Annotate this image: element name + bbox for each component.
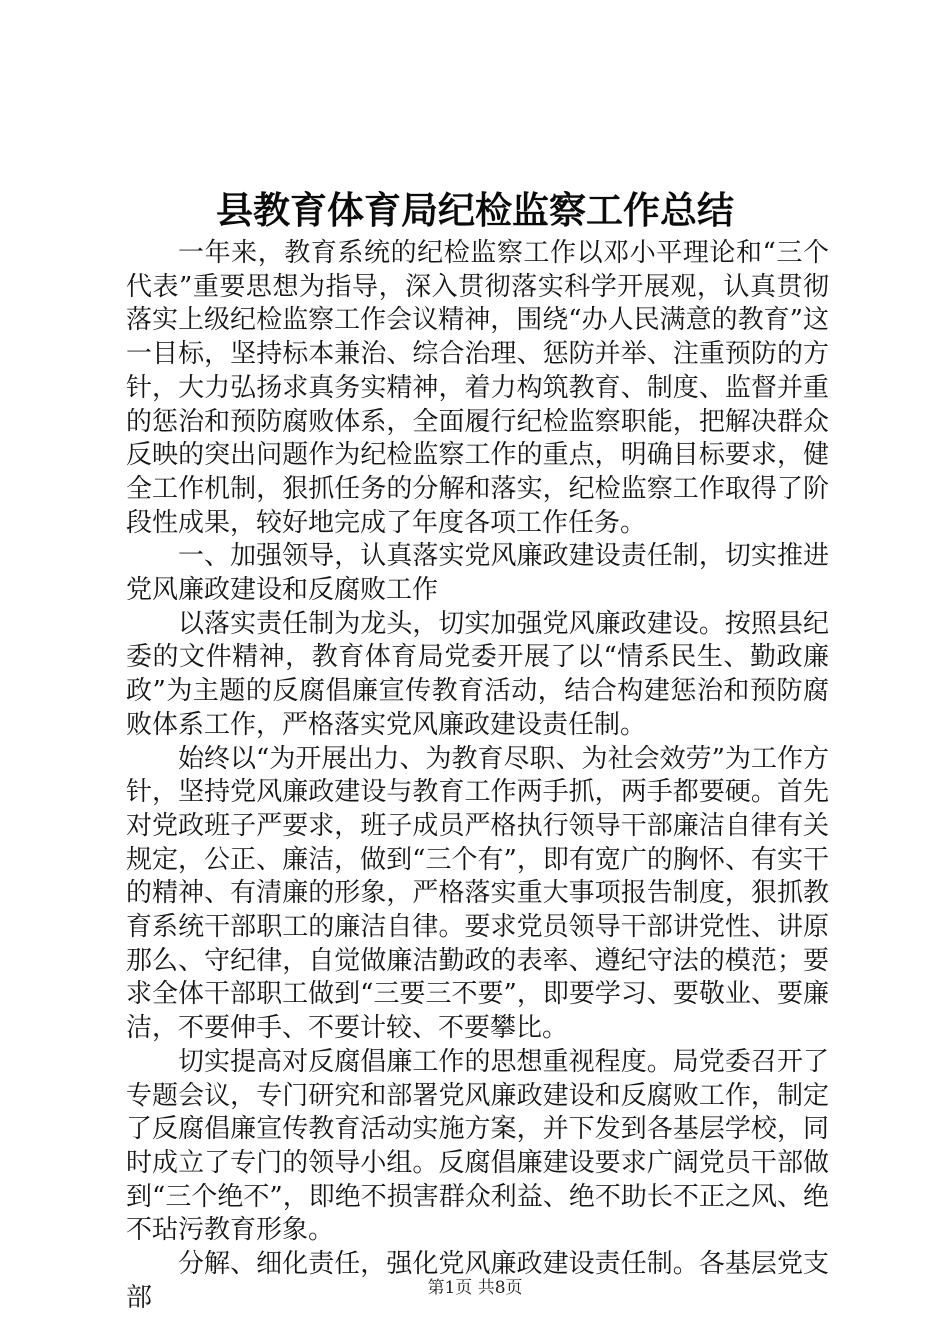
document-title: 县教育体育局纪检监察工作总结: [216, 188, 734, 232]
paragraph-awareness: 切实提高对反腐倡廉工作的思想重视程度。局党委召开了专题会议，专门研究和部署党风廉政建设和反腐败工作，制定了反腐倡廉宣传教育活动实施方案，并下发到各基层学校，同时成立了专门的领导小组。反腐倡廉建设要求广阔党员干部做到“三个绝不”，即绝不损害群众利益、绝不助长不正之风、绝不玷污教育形象。: [126, 1046, 829, 1246]
paragraph-breakdown: 分解、细化责任，强化党风廉政建设责任制。各基层党支部: [126, 1249, 829, 1313]
section-heading-1: 一、加强领导，认真落实党风廉政建设责任制，切实推进党风廉政建设和反腐败工作: [126, 541, 829, 606]
page-footer: 第1页 共8页: [427, 1278, 523, 1298]
paragraph-responsibility: 以落实责任制为龙头，切实加强党风廉政建设。按照县纪委的文件精神，教育体育局党委开展了以“情系民生、勤政廉政”为主题的反腐倡廉宣传教育活动，结合构建惩治和预防腐败体系工作，严格落实党风廉政建设责任制。: [126, 608, 829, 740]
paragraph-principles: 始终以“为开展出力、为教育尽职、为社会效劳”为工作方针，坚持党风廉政建设与教育工作两手抓，两手都要硬。首先对党政班子严要求，班子成员严格执行领导干部廉洁自律有关规定，公正、廉洁，做到“三个有”，即有宽广的胸怀、有实干的精神、有清廉的形象，严格落实重大事项报告制度，狠抓教育系统干部职工的廉洁自律。要求党员领导干部讲党性、讲原那么、守纪律，自觉做廉洁勤政的表率、遵纪守法的模范；要求全体干部职工做到“三要三不要”，即要学习、要敬业、要廉洁，不要伸手、不要计较、不要攀比。: [126, 743, 829, 1044]
paragraph-intro: 一年来，教育系统的纪检监察工作以邓小平理论和“三个代表”重要思想为指导，深入贯彻落实科学开展观，认真贯彻落实上级纪检监察工作会议精神，围绕“办人民满意的教育”这一目标，坚持标本兼治、综合治理、惩防并举、注重预防的方针，大力弘扬求真务实精神，着力构筑教育、制度、监督并重的惩治和预防腐败体系，全面履行纪检监察职能，把解决群众反映的突出问题作为纪检监察工作的重点，明确目标要求，健全工作机制，狠抓任务的分解和落实，纪检监察工作取得了阶段性成果，较好地完成了年度各项工作任务。: [126, 238, 829, 538]
document-body: [126, 237, 829, 1316]
